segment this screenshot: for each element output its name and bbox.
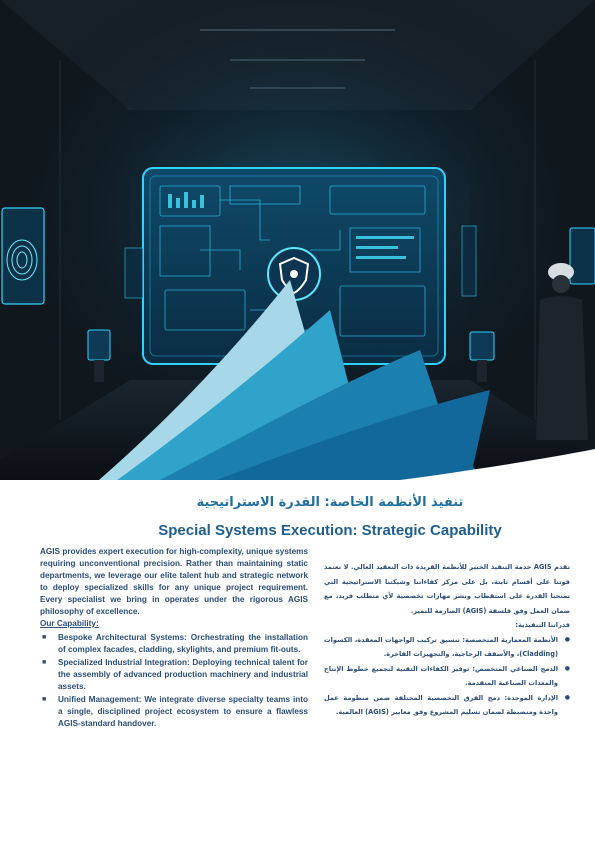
arabic-capability-list [324,633,570,720]
bullet-icon: ● [564,664,570,672]
bullet-icon: ● [564,693,570,701]
english-intro: AGIS provides expert execution for high-complexity, unique systems requiring unconventional precision. Rather than maintaining static departments, we leverage our elite talent hub and strategic network to deploy specialized skills for any unique project requirement. Every specialist we bring in operates under the rigorous AGIS philosophy of excellence. [40,547,308,616]
english-column [40,546,308,731]
bullet-icon: ■ [42,696,47,703]
title-arabic: تنفيذ الأنظمة الخاصة: القدرة الاستراتيجية [196,495,464,510]
list-item: ● الأنظمة المعمارية المتخصصة: تنسيق تركيب الواجهات المعقدة، الكسوات (Cladding)، والأسقف الزجاجية، والتجهيزات الفاخرة. [324,633,570,662]
list-item: ■ Specialized Industrial Integration: Deploying technical talent for the assembly of advanced production machinery and industrial assets. [42,658,308,691]
arabic-intro: تقدم AGIS خدمة التنفيذ الخبير للأنظمة الفريدة ذات التعقيد العالي. لا نعتمد قوتنا على أقسام ثابتة، بل على مركز كفاءاتنا وشبكتنا الاستراتيجية التي تمنحنا القدرة على استقطاب ونشر مهارات تخصصية لأي متطلب فريد، مع ضمان العمل وفق فلسفة (AGIS) الصارمة للتميز. [324,563,570,615]
list-item: ■ Bespoke Architectural Systems: Orchestrating the installation of complex facades, cladding, skylights, and premium fit-outs. [42,633,308,654]
list-item: ■ Unified Management: We integrate diverse specialty teams into a single, disciplined project ecosystem to ensure a flawless AGIS-standard handover. [42,695,308,728]
arabic-capability-heading: قدراتنا التنفيذية: [515,621,570,629]
arabic-column [324,560,570,720]
english-capability-heading: Our Capability: [40,619,99,628]
bullet-icon: ■ [42,634,47,641]
english-capability-list [40,632,308,730]
title-block [150,494,510,541]
list-item: ● الإدارة الموحدة: دمج الفرق التخصصية المختلفة ضمن منظومة عمل واحدة ومنضبطة لضمان تسليم المشروع وفق معايير (AGIS) العالمية. [324,691,570,720]
title-english: Special Systems Execution: Strategic Capability [158,522,502,539]
bullet-icon: ■ [42,659,47,666]
bullet-icon: ● [564,635,570,643]
list-item: ● الدمج الصناعي المتخصص: توفير الكفاءات التقنية لتجميع خطوط الإنتاج والمعدات الصناعية المتقدمة. [324,662,570,691]
